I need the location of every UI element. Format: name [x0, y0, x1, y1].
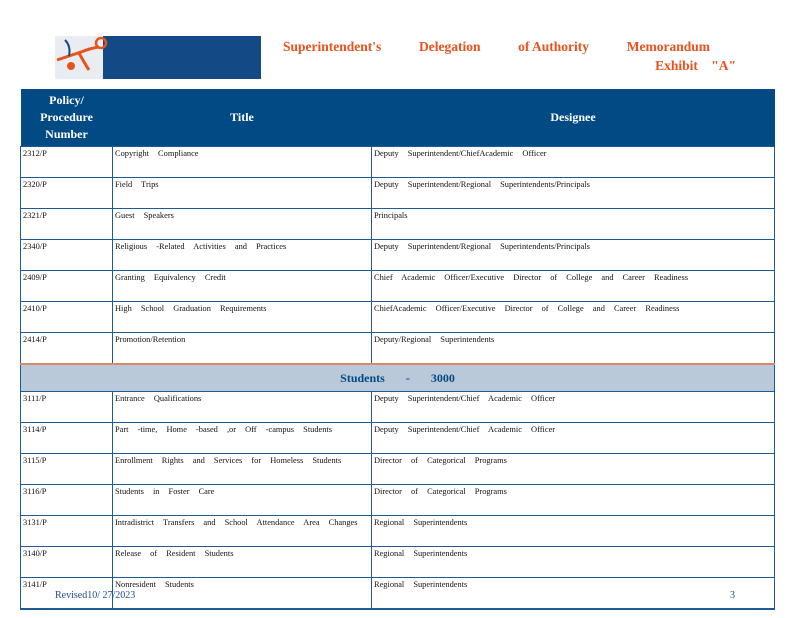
table-row	[21, 485, 775, 516]
designee-cell: Deputy Superintendent/ChiefAcademic Officer	[372, 147, 775, 178]
district-logo-icon	[55, 36, 115, 79]
policy-title-cell: Students in Foster Care	[113, 485, 372, 516]
designee-cell: Deputy Superintendent/Chief Academic Officer	[372, 392, 775, 423]
title-word: of Authority	[518, 39, 590, 54]
designee-cell: Regional Superintendents	[372, 516, 775, 547]
policy-title-cell: Release of Resident Students	[113, 547, 372, 578]
designee-cell: Regional Superintendents	[372, 547, 775, 578]
policy-title-cell: Promotion/Retention	[113, 333, 372, 365]
policy-number-cell: 2320/P	[21, 178, 113, 209]
exhibit-label: Exhibit "A"	[655, 58, 736, 73]
table-row	[21, 302, 775, 333]
policy-title-cell: Religious -Related Activities and Practices	[113, 240, 372, 271]
table-row	[21, 516, 775, 547]
designee-cell: Director of Categorical Programs	[372, 454, 775, 485]
designee-cell: Deputy Superintendent/Regional Superintendents/Principals	[372, 240, 775, 271]
table-row	[21, 547, 775, 578]
district-logo	[55, 36, 261, 79]
table-row	[21, 423, 775, 454]
policy-number-cell: 3111/P	[21, 392, 113, 423]
policy-number-cell: 3115/P	[21, 454, 113, 485]
table-header-row	[21, 89, 775, 147]
policy-number-cell: 2312/P	[21, 147, 113, 178]
memorandum-title	[280, 37, 742, 75]
policy-title-cell: Intradistrict Transfers and School Attendance Area Changes	[113, 516, 372, 547]
table-row	[21, 454, 775, 485]
table-row	[21, 147, 775, 178]
policy-title-cell: Guest Speakers	[113, 209, 372, 240]
revised-date: Revised10/ 27/2023	[55, 590, 136, 601]
designee-cell: Deputy Superintendent/Chief Academic Officer	[372, 423, 775, 454]
policy-number-cell: 2410/P	[21, 302, 113, 333]
policy-number-cell: 2414/P	[21, 333, 113, 365]
table-row	[21, 333, 775, 365]
policy-number-cell: 2321/P	[21, 209, 113, 240]
column-header-title: Title	[113, 89, 372, 147]
policy-title-cell: Nonresident Students	[113, 578, 372, 610]
designee-cell: Deputy/Regional Superintendents	[372, 333, 775, 365]
policy-number-cell: 2340/P	[21, 240, 113, 271]
section-header-row	[21, 364, 775, 392]
table-row	[21, 392, 775, 423]
title-word: Memorandum	[626, 39, 710, 54]
designee-cell: ChiefAcademic Officer/Executive Director of College and Career Readiness	[372, 302, 775, 333]
column-header-number-text: Policy/ Procedure Number	[40, 93, 93, 141]
column-header-number	[21, 89, 113, 147]
title-word: Superintendent's	[283, 39, 382, 54]
column-header-designee: Designee	[372, 89, 775, 147]
table-row	[21, 240, 775, 271]
delegation-table	[20, 89, 775, 610]
policy-number-cell: 3116/P	[21, 485, 113, 516]
policy-title-cell: Field Trips	[113, 178, 372, 209]
policy-title-cell: Copyright Compliance	[113, 147, 372, 178]
table-body	[21, 147, 775, 610]
policy-number-cell: 2409/P	[21, 271, 113, 302]
policy-title-cell: Enrollment Rights and Services for Homeless Students	[113, 454, 372, 485]
section-label: Students - 3000	[21, 364, 775, 392]
page-number: 3	[730, 590, 735, 601]
policy-title-cell: Granting Equivalency Credit	[113, 271, 372, 302]
policy-number-cell: 3141/P	[21, 578, 113, 610]
policy-title-cell: Part -time, Home -based ,or Off -campus Students	[113, 423, 372, 454]
table-row	[21, 178, 775, 209]
designee-cell: Deputy Superintendent/Regional Superintendents/Principals	[372, 178, 775, 209]
table-row	[21, 271, 775, 302]
title-word: Delegation	[418, 39, 481, 54]
designee-cell: Chief Academic Officer/Executive Director of College and Career Readiness	[372, 271, 775, 302]
policy-number-cell: 3131/P	[21, 516, 113, 547]
designee-cell: Director of Categorical Programs	[372, 485, 775, 516]
designee-cell: Principals	[372, 209, 775, 240]
policy-number-cell: 3140/P	[21, 547, 113, 578]
policy-number-cell: 3114/P	[21, 423, 113, 454]
designee-cell: Regional Superintendents	[372, 578, 775, 610]
policy-title-cell: Entrance Qualifications	[113, 392, 372, 423]
table-row	[21, 209, 775, 240]
policy-title-cell: High School Graduation Requirements	[113, 302, 372, 333]
